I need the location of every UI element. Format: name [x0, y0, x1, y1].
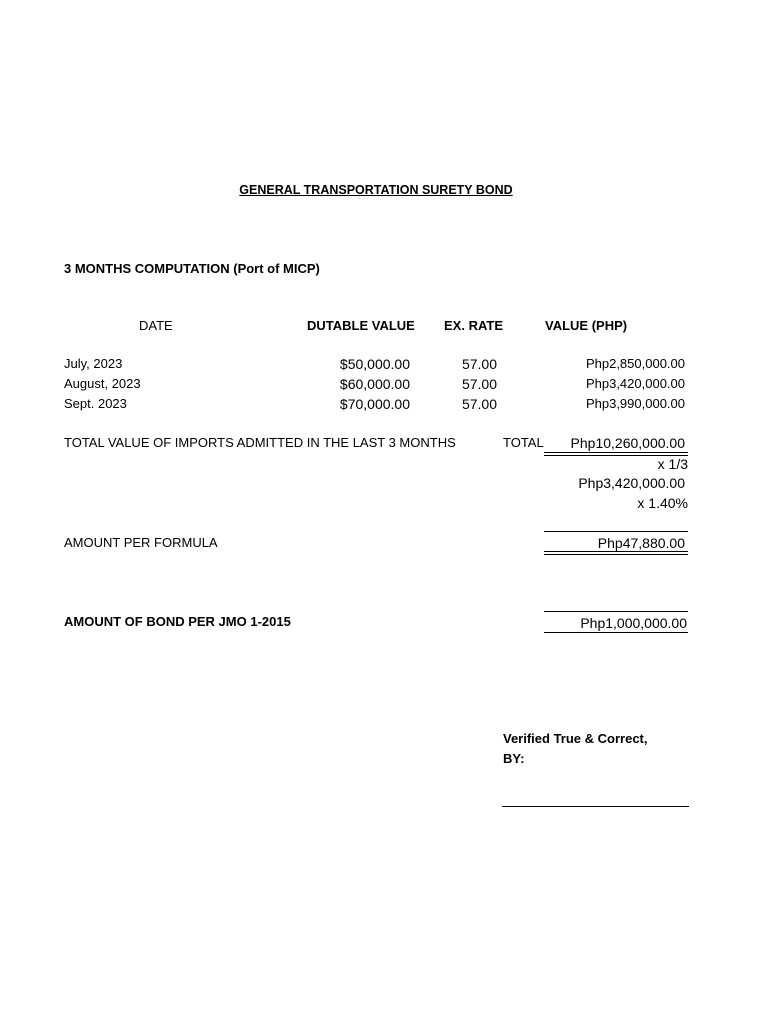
- row-date: July, 2023: [64, 356, 123, 371]
- formula-label: AMOUNT PER FORMULA: [64, 535, 218, 550]
- row-ex-rate: 57.00: [461, 356, 497, 372]
- one-third-value: Php3,420,000.00: [578, 475, 685, 491]
- row-dutable-value: $50,000.00: [339, 356, 410, 372]
- fraction-multiplier: x 1/3: [657, 456, 688, 472]
- total-imports-label: TOTAL VALUE OF IMPORTS ADMITTED IN THE LAST 3 MONTHS: [64, 435, 456, 450]
- row-value-php: Php3,420,000.00: [585, 376, 685, 391]
- formula-double-underline: [544, 554, 688, 555]
- bond-label: AMOUNT OF BOND PER JMO 1-2015: [64, 614, 291, 629]
- computation-subtitle: 3 MONTHS COMPUTATION (Port of MICP): [64, 261, 320, 276]
- formula-underline: [544, 551, 688, 552]
- row-value-php: Php2,850,000.00: [585, 356, 685, 371]
- table-row: [0, 376, 768, 396]
- table-row: [0, 396, 768, 416]
- row-ex-rate: 57.00: [461, 396, 497, 412]
- header-dutable-value: DUTABLE VALUE: [307, 318, 415, 333]
- verified-text: Verified True & Correct,: [503, 731, 648, 746]
- bond-underline: [544, 632, 688, 633]
- row-dutable-value: $60,000.00: [339, 376, 410, 392]
- header-value-php: VALUE (PHP): [545, 318, 628, 333]
- total-value: Php10,260,000.00: [570, 435, 685, 451]
- formula-value: Php47,880.00: [597, 535, 685, 551]
- row-ex-rate: 57.00: [461, 376, 497, 392]
- bond-top-rule: [544, 611, 688, 612]
- header-date: DATE: [139, 318, 173, 333]
- document-title: GENERAL TRANSPORTATION SURETY BOND: [239, 183, 513, 197]
- formula-top-rule: [544, 531, 688, 532]
- rate-multiplier: x 1.40%: [637, 495, 688, 511]
- row-dutable-value: $70,000.00: [339, 396, 410, 412]
- row-date: Sept. 2023: [64, 396, 127, 411]
- header-ex-rate: EX. RATE: [444, 318, 503, 333]
- signature-line: [502, 806, 689, 807]
- bond-value: Php1,000,000.00: [580, 615, 687, 631]
- total-underline: [544, 452, 688, 453]
- row-value-php: Php3,990,000.00: [585, 396, 685, 411]
- row-date: August, 2023: [64, 376, 141, 391]
- by-label: BY:: [503, 751, 525, 766]
- total-label: TOTAL: [503, 435, 544, 450]
- table-row: [0, 356, 768, 376]
